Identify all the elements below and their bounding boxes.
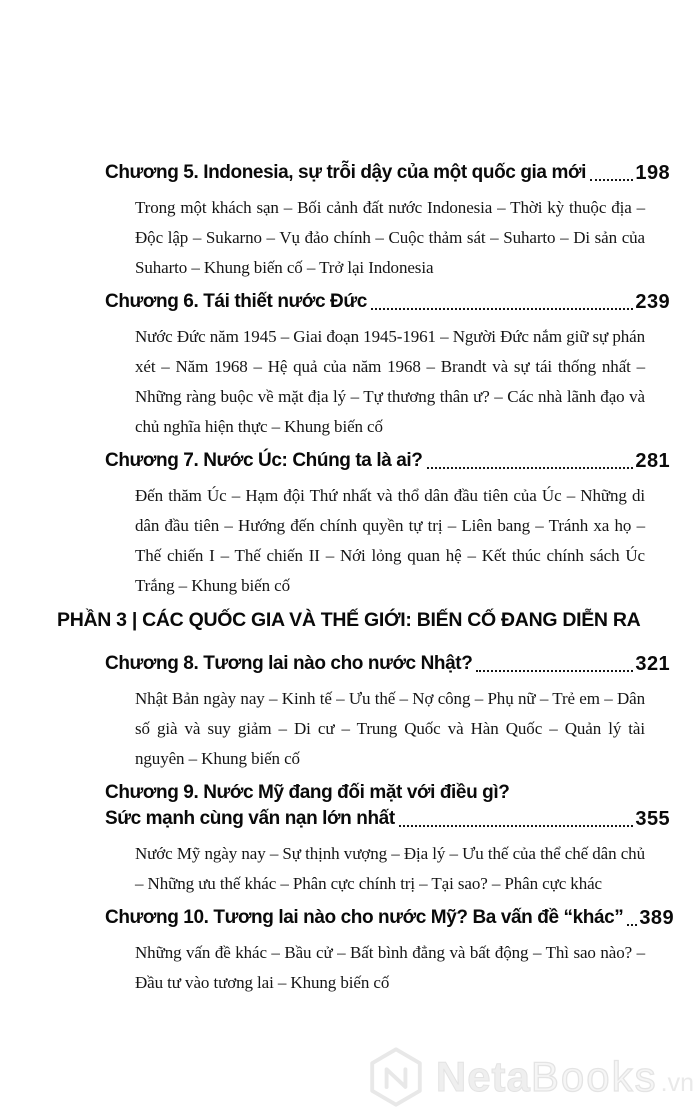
dot-leader <box>627 924 637 926</box>
page-number: 321 <box>635 653 670 675</box>
chapter-title-line2: Sức mạnh cùng vấn nạn lớn nhất <box>105 808 395 829</box>
netabooks-logo-icon <box>368 1046 424 1108</box>
toc-entry-chapter-10 <box>0 905 700 998</box>
part-3-heading: PHẦN 3 | CÁC QUỐC GIA VÀ THẾ GIỚI: BIẾN CỐ ĐANG DIỄN RA <box>57 609 641 631</box>
chapter-description: Đến thăm Úc – Hạm đội Thứ nhất và thổ dân đầu tiên của Úc – Những di dân đầu tiên – Hướng đến chính quyền tự trị – Liên bang – Tránh xa họ – Thế chiến I – Thế chiến II – Nới lỏng quan hệ – Kết thúc chính sách Úc Trắng – Khung biến cố <box>135 486 645 595</box>
toc-entry-chapter-9 <box>0 780 700 899</box>
watermark-brand-tld: .vn <box>660 1069 694 1097</box>
chapter-heading-row-line2 <box>105 806 670 832</box>
toc-entry-chapter-6 <box>0 289 700 442</box>
chapter-description: Nước Mỹ ngày nay – Sự thịnh vượng – Địa lý – Ưu thế của thể chế dân chủ – Những ưu thế khác – Phân cực chính trị – Tại sao? – Phân cực khác <box>135 844 645 893</box>
watermark-brand <box>436 1053 694 1101</box>
chapter-description: Nước Đức năm 1945 – Giai đoạn 1945-1961 – Người Đức nắm giữ sự phán xét – Năm 1968 – Hệ quả của năm 1968 – Brandt và sự tái thống nhất – Những ràng buộc về mặt địa lý – Tự thương thân ư? – Các nhà lãnh đạo và chủ nghĩa hiện thực – Khung biến cố <box>135 327 645 436</box>
page-number: 389 <box>639 907 674 929</box>
watermark-brand-books: Books <box>530 1053 658 1100</box>
chapter-title: Chương 8. Tương lai nào cho nước Nhật? <box>105 653 473 674</box>
dot-leader <box>590 179 633 181</box>
page-number: 281 <box>635 450 670 472</box>
chapter-title: Chương 7. Nước Úc: Chúng ta là ai? <box>105 450 423 471</box>
watermark-brand-neta: Neta <box>435 1053 531 1100</box>
chapter-heading-row-line1 <box>105 780 670 806</box>
toc-entry-chapter-8 <box>0 651 700 774</box>
page-number: 239 <box>635 291 670 313</box>
chapter-description: Nhật Bản ngày nay – Kinh tế – Ưu thế – Nợ công – Phụ nữ – Trẻ em – Dân số già và suy giảm – Di cư – Trung Quốc và Hàn Quốc – Quản lý tài nguyên – Khung biến cố <box>135 689 645 768</box>
chapter-description: Trong một khách sạn – Bối cảnh đất nước Indonesia – Thời kỳ thuộc địa – Độc lập – Sukarno – Vụ đảo chính – Cuộc thảm sát – Suharto – Di sản của Suharto – Khung biến cố – Trở lại Indonesia <box>135 198 645 277</box>
chapter-title: Chương 10. Tương lai nào cho nước Mỹ? Ba vấn đề “khác” <box>105 907 624 928</box>
chapter-title-line1: Chương 9. Nước Mỹ đang đối mặt với điều gì? <box>105 782 510 803</box>
chapter-heading-row <box>105 160 670 186</box>
dot-leader <box>427 467 634 469</box>
chapter-heading-row <box>105 651 670 677</box>
chapter-heading-row <box>105 905 674 931</box>
chapter-title: Chương 6. Tái thiết nước Đức <box>105 291 367 312</box>
chapter-title: Chương 5. Indonesia, sự trỗi dậy của một quốc gia mới <box>105 162 586 183</box>
chapter-heading-row <box>105 448 670 474</box>
chapter-heading-row <box>105 289 670 315</box>
watermark <box>368 1046 694 1108</box>
chapter-description: Những vấn đề khác – Bầu cử – Bất bình đẳng và bất động – Thì sao nào? – Đầu tư vào tương lai – Khung biến cố <box>135 943 645 992</box>
page-number: 355 <box>635 808 670 830</box>
dot-leader <box>476 670 633 672</box>
page-number: 198 <box>635 162 670 184</box>
toc-entry-chapter-5 <box>0 160 700 283</box>
dot-leader <box>371 308 634 310</box>
toc-entry-chapter-7 <box>0 448 700 601</box>
table-of-contents <box>0 160 700 1004</box>
dot-leader <box>399 825 634 827</box>
